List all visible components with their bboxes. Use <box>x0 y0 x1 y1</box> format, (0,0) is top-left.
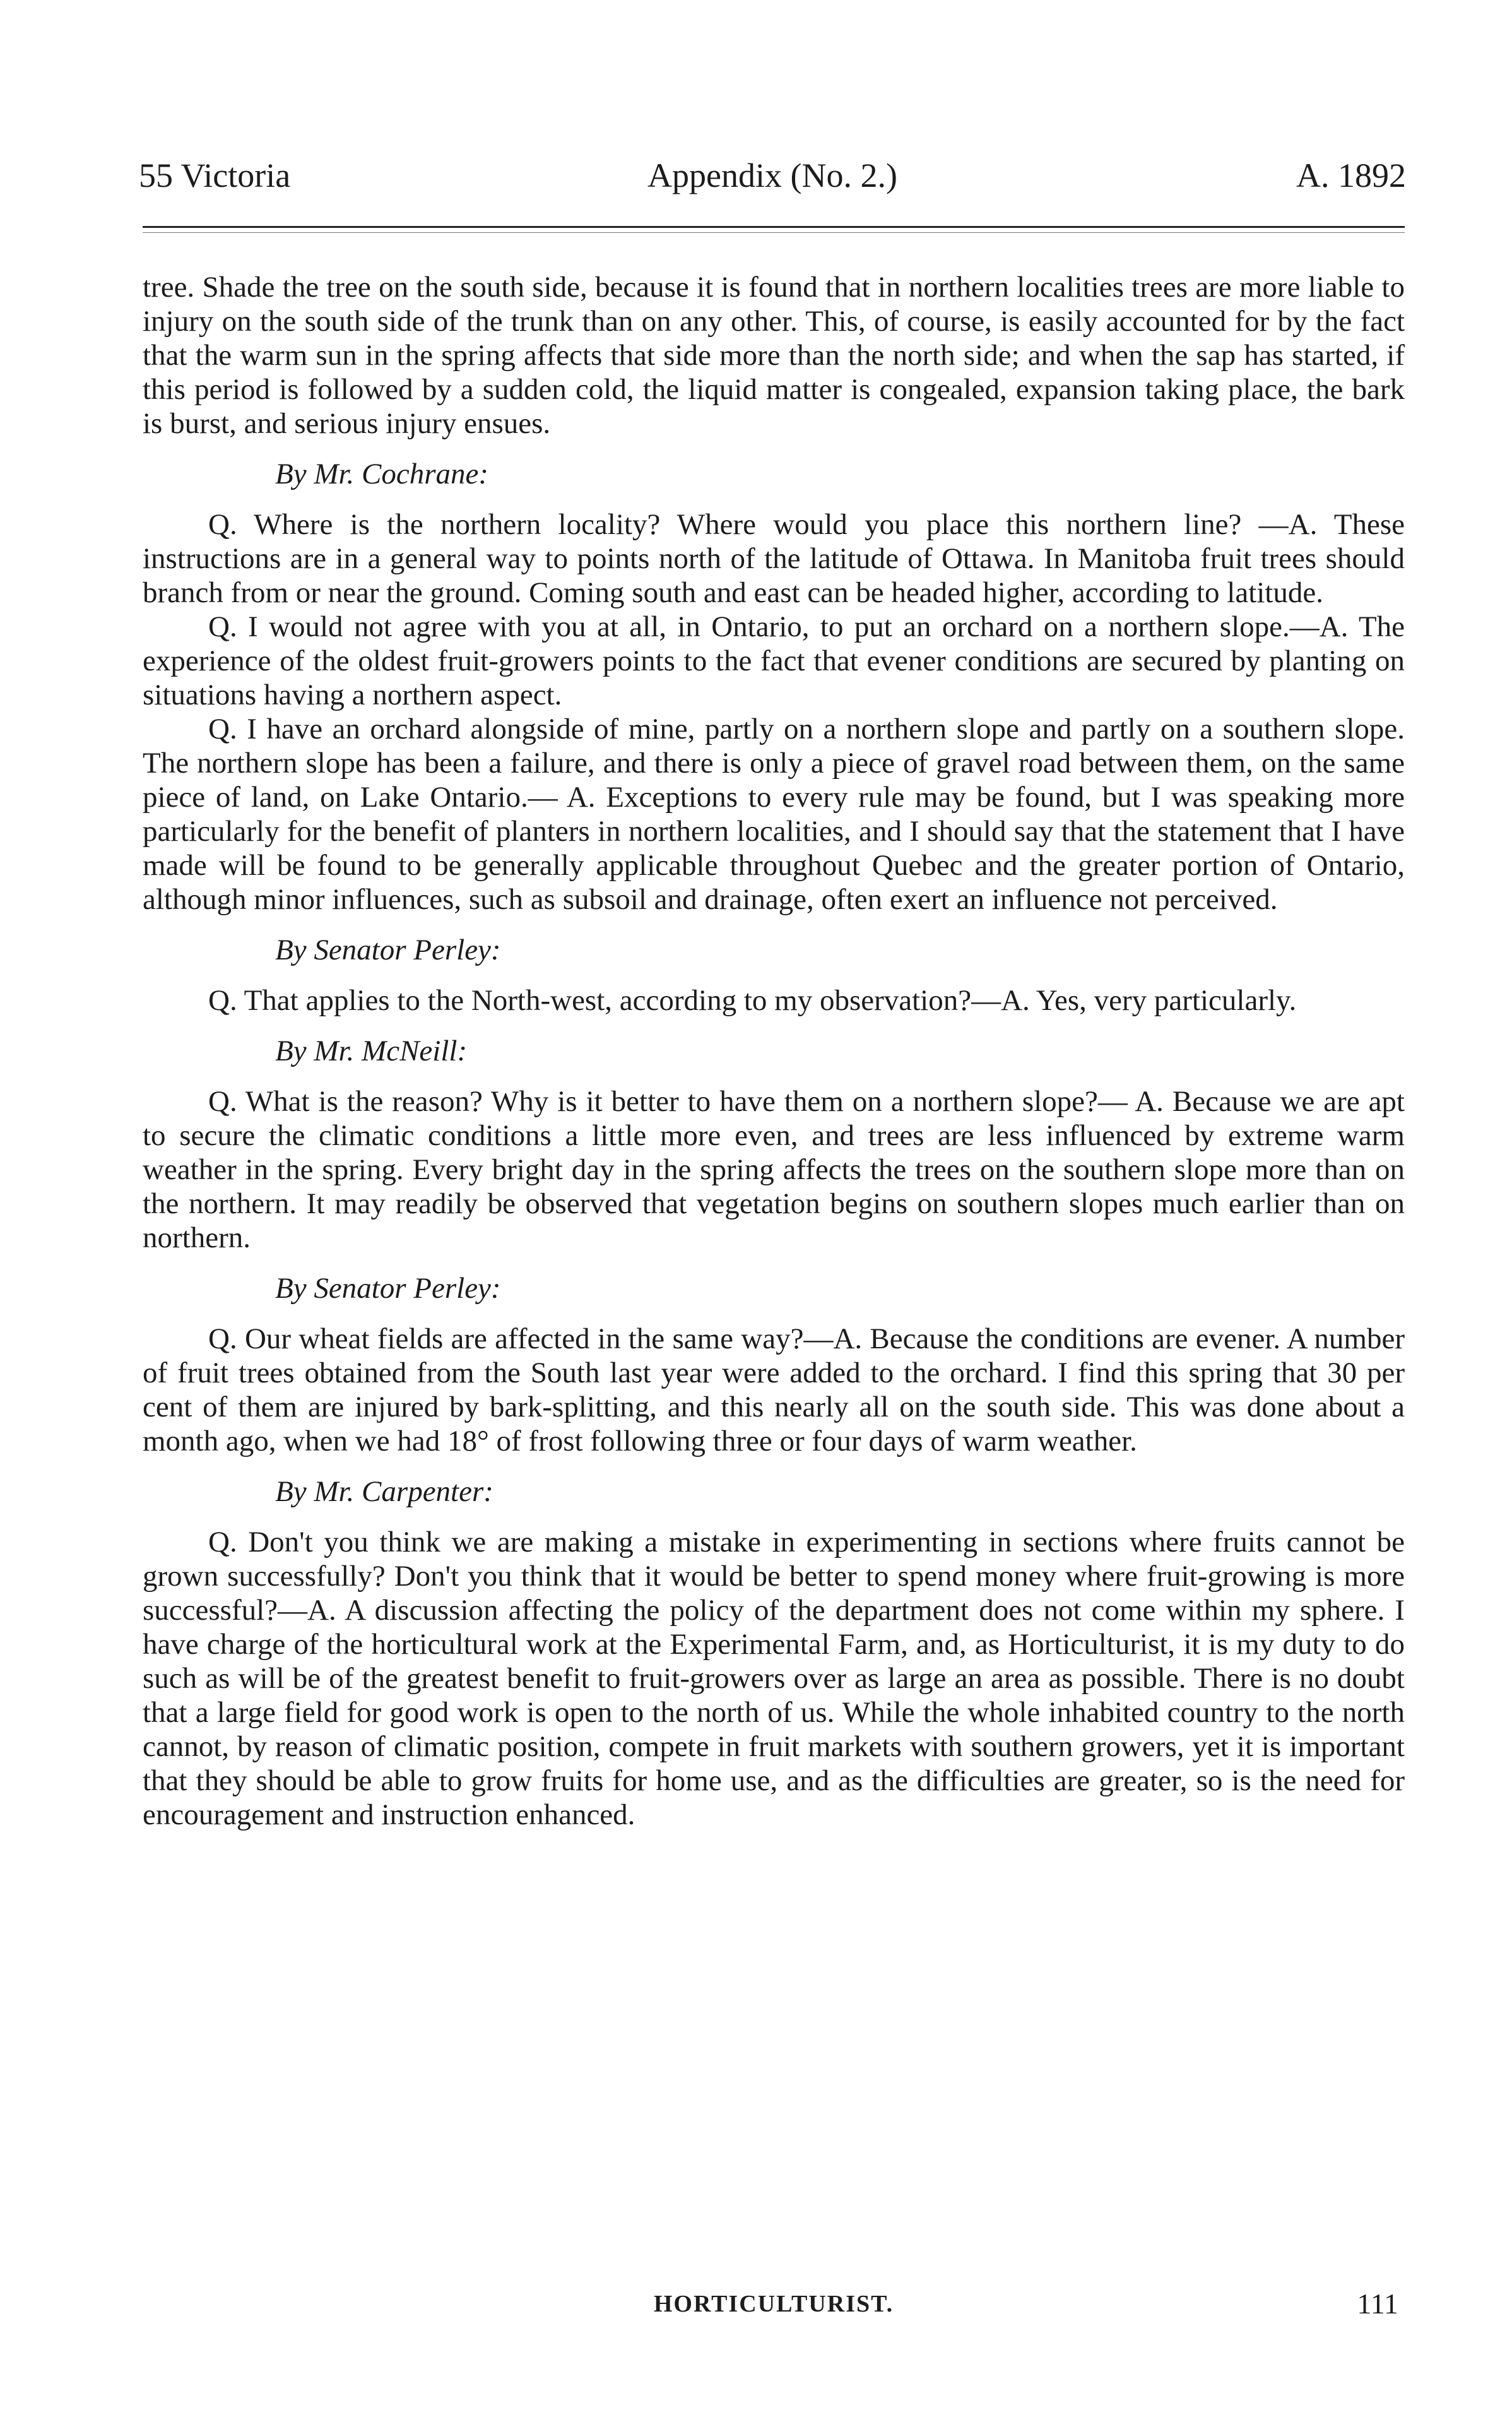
header-rule-thin <box>143 232 1405 233</box>
speaker-heading: By Senator Perley: <box>275 934 501 966</box>
paragraph: Q. Our wheat fields are affected in the same way?—A. Because the conditions are evener. A number of fruit trees obtained from the South last year were added to the orchard. I find this spring that 30 per cent of them are injured by bark-splitting, and this nearly all on the south side. This was done about a month ago, when we had 18° of frost following three or four days of warm weather. <box>143 1322 1405 1457</box>
session-label: 55 Victoria <box>139 157 291 194</box>
page-footer <box>143 2285 1405 2323</box>
paragraph: Q. I would not agree with you at all, in Ontario, to put an orchard on a northern slope.—A. The experience of the oldest fruit-growers points to the fact that evener conditions are secured by planting on situations having a northern aspect. <box>143 610 1405 711</box>
paragraph: Q. What is the reason? Why is it better to have them on a northern slope?— A. Because we are apt to secure the climatic conditions a little more even, and trees are less influenced by extreme warm weather in the spring. Every bright day in the spring affects the trees on the southern slope more than on the northern. It may readily be observed that vegetation begins on southern slopes much earlier than on northern. <box>143 1085 1405 1254</box>
running-footer: HORTICULTURIST. <box>653 2291 894 2317</box>
page-header <box>139 150 1406 201</box>
appendix-label: Appendix (No. 2.) <box>647 157 897 194</box>
speaker-heading: By Mr. Carpenter: <box>275 1475 493 1508</box>
speaker-heading: By Mr. Cochrane: <box>275 458 489 490</box>
document-body <box>143 270 1405 1832</box>
paragraph: Q. I have an orchard alongside of mine, partly on a northern slope and partly on a southern slope. The northern slope has been a failure, and there is only a piece of gravel road between them, on the same piece of land, on Lake Ontario.— A. Exceptions to every rule may be found, but I was speaking more particularly for the benefit of planters in northern localities, and I should say that the statement that I have made will be found to be generally applicable throughout Quebec and the greater portion of Ontario, although minor influences, such as subsoil and drainage, often exert an influence not perceived. <box>143 713 1405 916</box>
paragraph: Q. That applies to the North-west, according to my observation?—A. Yes, very particularly. <box>208 984 1297 1017</box>
header-rule <box>143 226 1405 228</box>
paragraph: tree. Shade the tree on the south side, because it is found that in northern localities trees are more liable to injury on the south side of the trunk than on any other. This, of course, is easily accounted for by the fact that the warm sun in the spring affects that side more than the north side; and when the sap has started, if this period is followed by a sudden cold, the liquid matter is congealed, expansion taking place, the bark is burst, and serious injury ensues. <box>143 271 1405 440</box>
page-number: 111 <box>1357 2288 1398 2320</box>
paragraph: Q. Where is the northern locality? Where would you place this northern line? —A. These instructions are in a general way to points north of the latitude of Ottawa. In Manitoba fruit trees should branch from or near the ground. Coming south and east can be headed higher, according to latitude. <box>143 508 1405 609</box>
speaker-heading: By Senator Perley: <box>275 1272 501 1305</box>
speaker-heading: By Mr. McNeill: <box>275 1035 468 1067</box>
year-label: A. 1892 <box>1296 157 1406 194</box>
paragraph: Q. Don't you think we are making a mistake in experimenting in sections where fruits cannot be grown successfully? Don't you think that it would be better to spend money where fruit-growing is more successful?—A. A discussion affecting the policy of the department does not come within my sphere. I have charge of the horticultural work at the Experimental Farm, and, as Horticulturist, it is my duty to do such as will be of the greatest benefit to fruit-growers over as large an area as possible. There is no doubt that a large field for good work is open to the north of us. While the whole inhabited country to the north cannot, by reason of climatic position, compete in fruit markets with southern growers, yet it is important that they should be able to grow fruits for home use, and as the difficulties are greater, so is the need for encouragement and instruction enhanced. <box>143 1526 1405 1831</box>
